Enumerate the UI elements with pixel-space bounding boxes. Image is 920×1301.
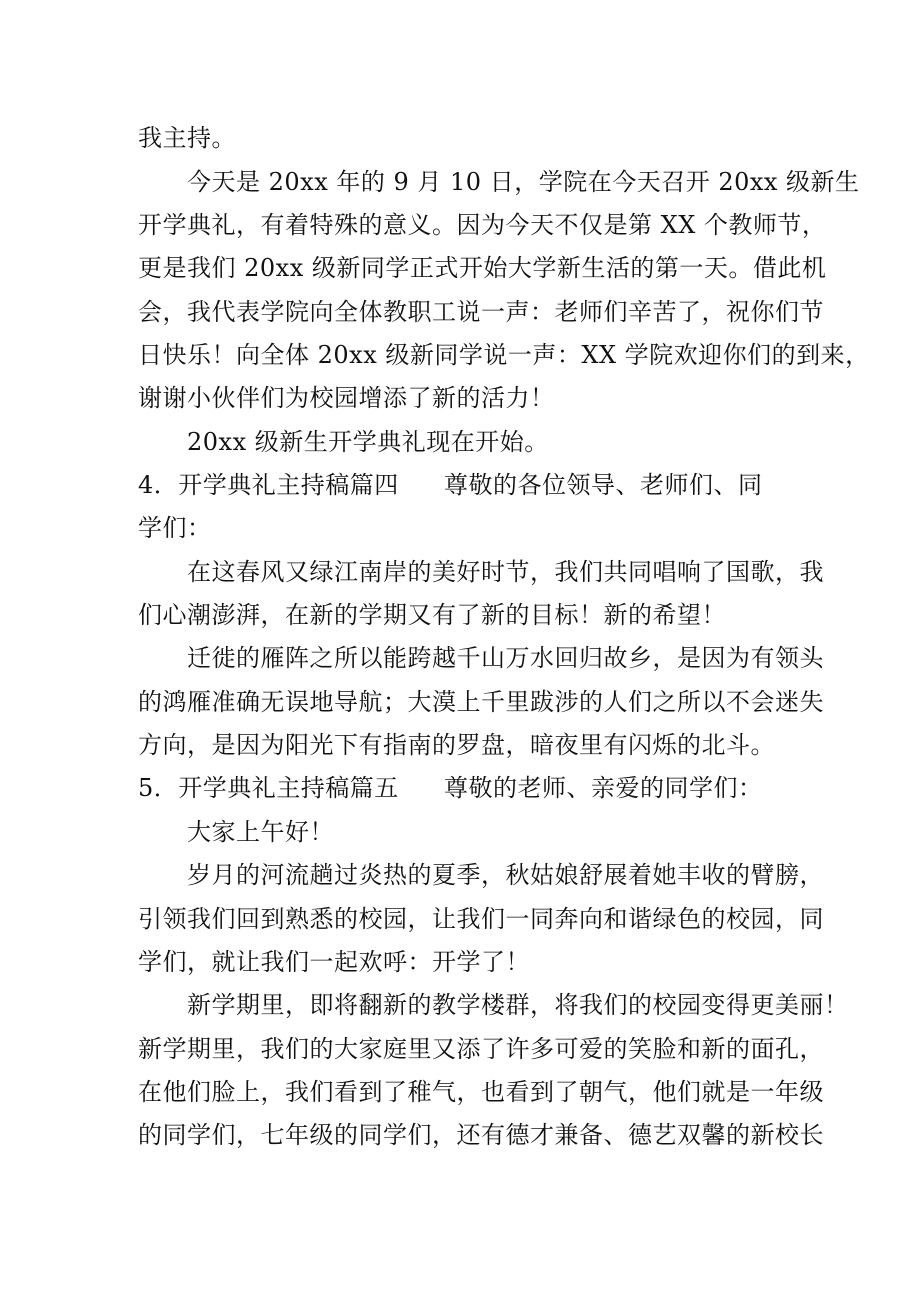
section-heading: 4．开学典礼主持稿篇四 [138, 471, 399, 499]
section-salutation: 尊敬的老师、亲爱的同学们： [444, 774, 763, 802]
text-line: 在他们脸上，我们看到了稚气，也看到了朝气，他们就是一年级 [138, 1078, 824, 1106]
section-heading: 5．开学典礼主持稿篇五 [138, 774, 399, 802]
text-line: 谢谢小伙伴们为校园增添了新的活力！ [138, 384, 555, 412]
section-salutation: 尊敬的各位领导、老师们、同 [444, 471, 763, 499]
text-line: 的鸿雁准确无误地导航；大漠上千里跋涉的人们之所以不会迷失 [138, 688, 824, 716]
text-line: 日快乐！向全体 20xx 级新同学说一声：XX 学院欢迎你们的到来， [138, 341, 870, 369]
text-line: 会，我代表学院向全体教职工说一声：老师们辛苦了，祝你们节 [138, 298, 824, 326]
text-line: 更是我们 20xx 级新同学正式开始大学新生活的第一天。借此机 [138, 254, 827, 282]
text-line: 新学期里，即将翻新的教学楼群，将我们的校园变得更美丽！ [187, 991, 849, 1019]
text-line: 学们： [138, 514, 212, 542]
text-line: 在这春风又绿江南岸的美好时节，我们共同唱响了国歌，我 [187, 558, 824, 586]
text-line: 20xx 级新生开学典礼现在开始。 [187, 428, 549, 456]
text-line: 新学期里，我们的大家庭里又添了许多可爱的笑脸和新的面孔， [138, 1035, 824, 1063]
text-line: 迁徙的雁阵之所以能跨越千山万水回归故乡，是因为有领头 [187, 644, 824, 672]
text-line: 们心潮澎湃，在新的学期又有了新的目标！新的希望！ [138, 601, 726, 629]
text-line: 方向，是因为阳光下有指南的罗盘，暗夜里有闪烁的北斗。 [138, 731, 775, 759]
text-line: 学们，就让我们一起欢呼：开学了！ [138, 948, 530, 976]
text-line: 引领我们回到熟悉的校园，让我们一同奔向和谐绿色的校园，同 [138, 905, 824, 933]
text-line: 岁月的河流趟过炎热的夏季，秋姑娘舒展着她丰收的臂膀， [187, 861, 824, 889]
text-line: 大家上午好！ [187, 818, 334, 846]
text-line: 今天是 20xx 年的 9 月 10 日，学院在今天召开 20xx 级新生 [187, 168, 860, 196]
text-line: 我主持。 [138, 124, 236, 152]
text-line: 开学典礼，有着特殊的意义。因为今天不仅是第 XX 个教师节， [138, 211, 827, 239]
text-line: 的同学们，七年级的同学们，还有德才兼备、德艺双馨的新校长 [138, 1121, 824, 1149]
